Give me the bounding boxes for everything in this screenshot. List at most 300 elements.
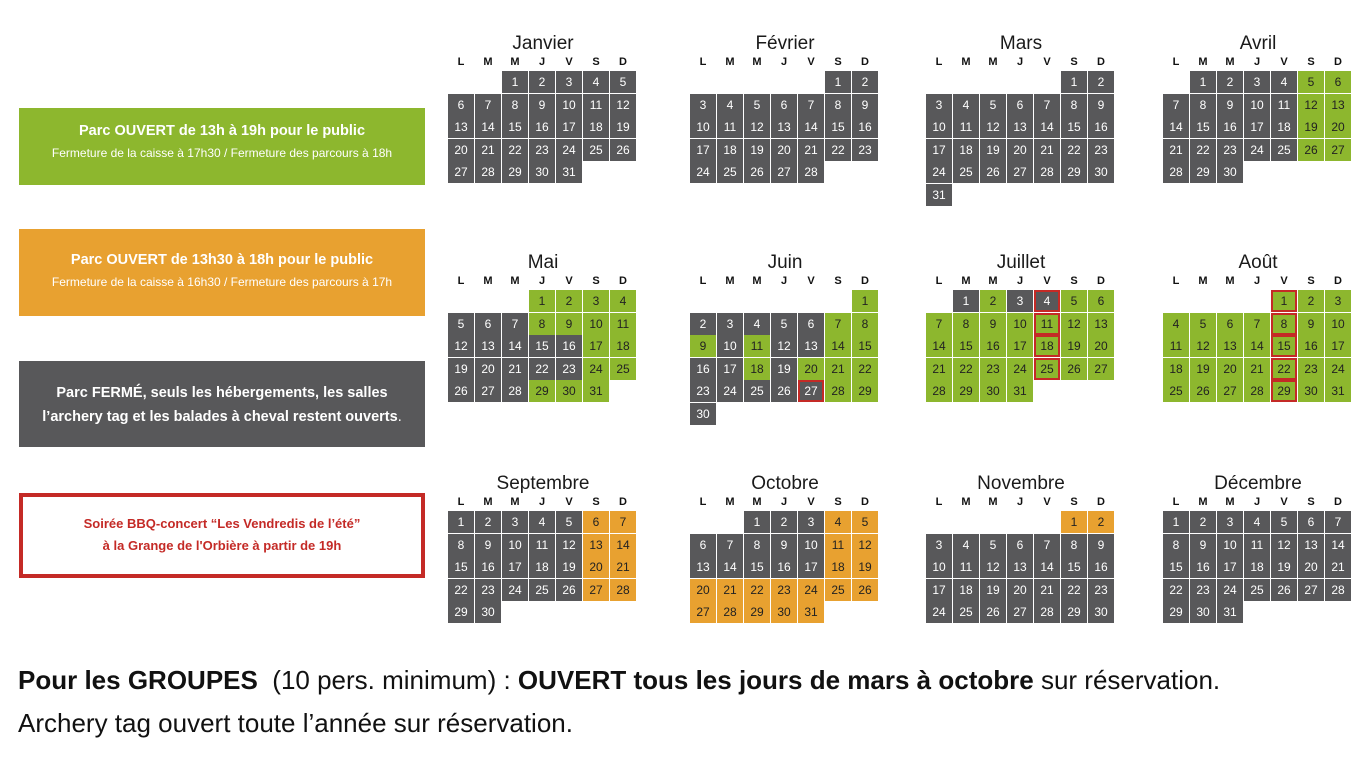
day-cell: 25 bbox=[1244, 579, 1270, 601]
day-cell: 13 bbox=[1325, 94, 1351, 116]
day-cell: 25 bbox=[953, 601, 979, 623]
day-cell: 10 bbox=[690, 116, 716, 138]
day-cell: 8 bbox=[448, 534, 474, 556]
day-cell: 27 bbox=[448, 161, 474, 183]
day-cell: 19 bbox=[771, 358, 797, 380]
weekday-label: J bbox=[780, 496, 788, 508]
day-cell: 31 bbox=[1325, 380, 1351, 402]
day-cell: 20 bbox=[1007, 579, 1033, 601]
day-cell: 10 bbox=[502, 534, 528, 556]
day-cell: 4 bbox=[717, 94, 743, 116]
day-cell: 8 bbox=[744, 534, 770, 556]
day-cell: 27 bbox=[1217, 380, 1243, 402]
weekday-label: L bbox=[457, 56, 465, 68]
weekday-label: V bbox=[565, 275, 573, 287]
day-cell: 16 bbox=[529, 116, 555, 138]
day-cell: 2 bbox=[1088, 71, 1114, 93]
day-cell: 15 bbox=[825, 116, 851, 138]
weekday-label: S bbox=[1070, 56, 1078, 68]
day-cell: 4 bbox=[1163, 313, 1189, 335]
day-cell: 2 bbox=[1088, 511, 1114, 533]
day-cell: 6 bbox=[771, 94, 797, 116]
day-cell: 19 bbox=[610, 116, 636, 138]
day-cell: 14 bbox=[610, 534, 636, 556]
day-cell: 21 bbox=[1325, 556, 1351, 578]
day-cell: 17 bbox=[926, 139, 952, 161]
day-cell: 3 bbox=[556, 71, 582, 93]
weekday-label: L bbox=[1172, 496, 1180, 508]
day-cell: 15 bbox=[1190, 116, 1216, 138]
day-cell: 14 bbox=[1163, 116, 1189, 138]
day-cell: 15 bbox=[1271, 335, 1297, 357]
day-cell: 11 bbox=[825, 534, 851, 556]
day-cell: 30 bbox=[1190, 601, 1216, 623]
day-cell: 3 bbox=[583, 290, 609, 312]
weekday-label: M bbox=[752, 275, 762, 287]
day-cell: 28 bbox=[1244, 380, 1270, 402]
day-cell: 14 bbox=[1034, 556, 1060, 578]
day-cell: 18 bbox=[1163, 358, 1189, 380]
day-cell: 15 bbox=[1061, 556, 1087, 578]
day-cell: 7 bbox=[717, 534, 743, 556]
day-cell: 26 bbox=[610, 139, 636, 161]
day-cell: 12 bbox=[980, 556, 1006, 578]
day-cell: 17 bbox=[926, 579, 952, 601]
day-cell: 8 bbox=[1061, 94, 1087, 116]
day-cell: 14 bbox=[502, 335, 528, 357]
day-cell: 29 bbox=[744, 601, 770, 623]
day-cell: 21 bbox=[610, 556, 636, 578]
day-cell: 20 bbox=[1088, 335, 1114, 357]
day-cell: 19 bbox=[556, 556, 582, 578]
day-cell: 10 bbox=[717, 335, 743, 357]
day-cell: 20 bbox=[1325, 116, 1351, 138]
day-cell: 29 bbox=[1061, 161, 1087, 183]
day-cell: 11 bbox=[529, 534, 555, 556]
day-cell: 17 bbox=[1244, 116, 1270, 138]
weekday-label: S bbox=[1307, 275, 1315, 287]
weekday-label: V bbox=[807, 56, 815, 68]
day-cell: 1 bbox=[825, 71, 851, 93]
day-cell: 31 bbox=[798, 601, 824, 623]
day-cell: 5 bbox=[1061, 290, 1087, 312]
day-cell: 1 bbox=[502, 71, 528, 93]
day-cell: 8 bbox=[529, 313, 555, 335]
day-cell: 7 bbox=[825, 313, 851, 335]
legend-event-line2: à la Grange de l'Orbière à partir de 19h bbox=[102, 538, 342, 553]
day-cell: 31 bbox=[1217, 601, 1243, 623]
day-cell: 2 bbox=[1298, 290, 1324, 312]
weekday-label: J bbox=[780, 275, 788, 287]
day-cell: 27 bbox=[690, 601, 716, 623]
day-cell: 4 bbox=[953, 94, 979, 116]
weekday-label: J bbox=[1016, 496, 1024, 508]
footer-groups-line bbox=[18, 665, 1220, 696]
day-cell: 23 bbox=[771, 579, 797, 601]
legend-open-subtitle: Fermeture de la caisse à 17h30 / Fermeture des parcours à 18h bbox=[51, 146, 393, 160]
day-cell: 23 bbox=[529, 139, 555, 161]
weekday-label: M bbox=[1198, 496, 1208, 508]
month-title: Janvier bbox=[512, 33, 574, 54]
day-cell: 28 bbox=[717, 601, 743, 623]
weekday-label: D bbox=[1097, 496, 1105, 508]
day-cell: 7 bbox=[926, 313, 952, 335]
day-cell: 19 bbox=[1061, 335, 1087, 357]
weekday-label: S bbox=[1070, 275, 1078, 287]
day-cell: 23 bbox=[1298, 358, 1324, 380]
weekday-label: S bbox=[1307, 496, 1315, 508]
weekday-label: D bbox=[1334, 56, 1342, 68]
day-cell: 17 bbox=[583, 335, 609, 357]
day-cell: 21 bbox=[1163, 139, 1189, 161]
day-cell: 5 bbox=[771, 313, 797, 335]
day-cell: 4 bbox=[744, 313, 770, 335]
day-cell: 24 bbox=[1007, 358, 1033, 380]
day-cell: 20 bbox=[1217, 358, 1243, 380]
weekday-label: J bbox=[538, 275, 546, 287]
weekday-label: D bbox=[1334, 275, 1342, 287]
legend-open-title: Parc OUVERT de 13h à 19h pour le public bbox=[78, 123, 366, 139]
day-cell: 11 bbox=[744, 335, 770, 357]
day-cell: 29 bbox=[1271, 380, 1297, 402]
weekday-label: J bbox=[538, 56, 546, 68]
day-cell: 19 bbox=[852, 556, 878, 578]
weekday-label: M bbox=[752, 56, 762, 68]
day-cell: 20 bbox=[1298, 556, 1324, 578]
day-cell: 17 bbox=[690, 139, 716, 161]
day-cell: 29 bbox=[1061, 601, 1087, 623]
day-cell: 10 bbox=[1007, 313, 1033, 335]
day-cell: 17 bbox=[1325, 335, 1351, 357]
day-cell: 30 bbox=[1088, 601, 1114, 623]
day-cell: 26 bbox=[1298, 139, 1324, 161]
day-cell: 10 bbox=[798, 534, 824, 556]
day-cell: 27 bbox=[771, 161, 797, 183]
day-cell: 15 bbox=[744, 556, 770, 578]
day-cell: 3 bbox=[690, 94, 716, 116]
weekday-label: L bbox=[457, 496, 465, 508]
day-cell: 18 bbox=[825, 556, 851, 578]
day-cell: 10 bbox=[556, 94, 582, 116]
legend-closed-line2-suffix: . bbox=[397, 409, 402, 425]
weekday-label: L bbox=[699, 496, 707, 508]
month-title: Novembre bbox=[977, 473, 1065, 494]
day-cell: 18 bbox=[583, 116, 609, 138]
day-cell: 6 bbox=[1217, 313, 1243, 335]
weekday-label: S bbox=[592, 496, 600, 508]
weekday-label: D bbox=[619, 56, 627, 68]
day-cell: 11 bbox=[610, 313, 636, 335]
day-cell: 8 bbox=[1061, 534, 1087, 556]
weekday-label: S bbox=[1070, 496, 1078, 508]
day-cell: 31 bbox=[1007, 380, 1033, 402]
legend-closed-line2: l’archery tag et les balades à cheval restent ouverts bbox=[42, 409, 398, 425]
legend-closed-line1: Parc FERMÉ, seuls les hébergements, les salles bbox=[56, 385, 388, 401]
day-cell: 29 bbox=[1163, 601, 1189, 623]
month-title: Octobre bbox=[751, 473, 819, 494]
day-cell: 13 bbox=[798, 335, 824, 357]
day-cell: 31 bbox=[583, 380, 609, 402]
day-cell: 9 bbox=[1298, 313, 1324, 335]
day-cell: 17 bbox=[1007, 335, 1033, 357]
weekday-label: D bbox=[861, 496, 869, 508]
day-cell: 12 bbox=[1271, 534, 1297, 556]
day-cell: 23 bbox=[1217, 139, 1243, 161]
weekday-label: V bbox=[807, 496, 815, 508]
day-cell: 9 bbox=[529, 94, 555, 116]
day-cell: 6 bbox=[1007, 534, 1033, 556]
day-cell: 12 bbox=[556, 534, 582, 556]
day-cell: 6 bbox=[1325, 71, 1351, 93]
day-cell: 1 bbox=[529, 290, 555, 312]
legend-open-short-subtitle: Fermeture de la caisse à 16h30 / Fermeture des parcours à 17h bbox=[51, 275, 393, 289]
month-title: Août bbox=[1238, 252, 1278, 273]
day-cell: 22 bbox=[953, 358, 979, 380]
weekday-label: M bbox=[725, 496, 735, 508]
weekday-label: M bbox=[961, 275, 971, 287]
day-cell: 29 bbox=[1190, 161, 1216, 183]
day-cell: 4 bbox=[1244, 511, 1270, 533]
day-cell: 30 bbox=[771, 601, 797, 623]
weekday-label: M bbox=[752, 496, 762, 508]
day-cell: 7 bbox=[1034, 534, 1060, 556]
day-cell: 4 bbox=[1271, 71, 1297, 93]
day-cell: 16 bbox=[690, 358, 716, 380]
day-cell: 30 bbox=[556, 380, 582, 402]
footer-groups-bold: Pour les GROUPES bbox=[18, 665, 258, 695]
day-cell: 22 bbox=[1190, 139, 1216, 161]
day-cell: 8 bbox=[852, 313, 878, 335]
weekday-label: M bbox=[483, 56, 493, 68]
day-cell: 8 bbox=[1271, 313, 1297, 335]
day-cell: 11 bbox=[1163, 335, 1189, 357]
day-cell: 1 bbox=[953, 290, 979, 312]
day-cell: 21 bbox=[825, 358, 851, 380]
day-cell: 1 bbox=[1271, 290, 1297, 312]
day-cell: 1 bbox=[744, 511, 770, 533]
month-title: Septembre bbox=[496, 473, 590, 494]
day-cell: 4 bbox=[825, 511, 851, 533]
day-cell: 11 bbox=[583, 94, 609, 116]
day-cell: 21 bbox=[1034, 139, 1060, 161]
day-cell: 14 bbox=[1244, 335, 1270, 357]
day-cell: 8 bbox=[1190, 94, 1216, 116]
day-cell: 16 bbox=[1088, 556, 1114, 578]
legend-open-13h30-18h bbox=[19, 229, 425, 316]
legend-closed-line2-wrap bbox=[19, 405, 425, 429]
day-cell: 22 bbox=[1061, 139, 1087, 161]
day-cell: 10 bbox=[1217, 534, 1243, 556]
day-cell: 14 bbox=[798, 116, 824, 138]
day-cell: 20 bbox=[583, 556, 609, 578]
day-cell: 18 bbox=[717, 139, 743, 161]
day-cell: 28 bbox=[1034, 161, 1060, 183]
day-cell: 24 bbox=[798, 579, 824, 601]
day-cell: 12 bbox=[610, 94, 636, 116]
day-cell: 19 bbox=[980, 139, 1006, 161]
day-cell: 30 bbox=[1298, 380, 1324, 402]
day-cell: 28 bbox=[475, 161, 501, 183]
weekday-label: D bbox=[1334, 496, 1342, 508]
day-cell: 7 bbox=[798, 94, 824, 116]
day-cell: 26 bbox=[1061, 358, 1087, 380]
day-cell: 22 bbox=[825, 139, 851, 161]
day-cell: 7 bbox=[1163, 94, 1189, 116]
day-cell: 13 bbox=[1007, 116, 1033, 138]
day-cell: 21 bbox=[1034, 579, 1060, 601]
month-title: Avril bbox=[1239, 33, 1277, 54]
day-cell: 19 bbox=[1298, 116, 1324, 138]
day-cell: 5 bbox=[1190, 313, 1216, 335]
day-cell: 25 bbox=[825, 579, 851, 601]
day-cell: 24 bbox=[1217, 579, 1243, 601]
weekday-label: D bbox=[1097, 275, 1105, 287]
day-cell: 7 bbox=[1034, 94, 1060, 116]
day-cell: 21 bbox=[798, 139, 824, 161]
day-cell: 27 bbox=[1088, 358, 1114, 380]
month-title: Juin bbox=[767, 252, 803, 273]
weekday-label: S bbox=[834, 275, 842, 287]
day-cell: 18 bbox=[953, 139, 979, 161]
weekday-label: M bbox=[510, 496, 520, 508]
day-cell: 9 bbox=[852, 94, 878, 116]
day-cell: 6 bbox=[1088, 290, 1114, 312]
day-cell: 11 bbox=[1244, 534, 1270, 556]
day-cell: 22 bbox=[448, 579, 474, 601]
day-cell: 23 bbox=[1088, 139, 1114, 161]
day-cell: 14 bbox=[1325, 534, 1351, 556]
day-cell: 9 bbox=[556, 313, 582, 335]
legend-open-short-title: Parc OUVERT de 13h30 à 18h pour le public bbox=[70, 252, 374, 268]
day-cell: 15 bbox=[448, 556, 474, 578]
day-cell: 28 bbox=[1034, 601, 1060, 623]
day-cell: 24 bbox=[1244, 139, 1270, 161]
month-title: Décembre bbox=[1214, 473, 1302, 494]
day-cell: 13 bbox=[1088, 313, 1114, 335]
day-cell: 3 bbox=[502, 511, 528, 533]
day-cell: 13 bbox=[690, 556, 716, 578]
day-cell: 14 bbox=[1034, 116, 1060, 138]
day-cell: 16 bbox=[1298, 335, 1324, 357]
weekday-label: V bbox=[1043, 496, 1051, 508]
day-cell: 13 bbox=[1298, 534, 1324, 556]
day-cell: 23 bbox=[475, 579, 501, 601]
day-cell: 11 bbox=[953, 116, 979, 138]
day-cell: 3 bbox=[1325, 290, 1351, 312]
day-cell: 26 bbox=[1271, 579, 1297, 601]
weekday-label: M bbox=[961, 56, 971, 68]
weekday-label: M bbox=[1198, 56, 1208, 68]
day-cell: 16 bbox=[852, 116, 878, 138]
day-cell: 10 bbox=[1244, 94, 1270, 116]
weekday-label: V bbox=[807, 275, 815, 287]
day-cell: 8 bbox=[953, 313, 979, 335]
day-cell: 9 bbox=[1190, 534, 1216, 556]
day-cell: 4 bbox=[529, 511, 555, 533]
weekday-label: M bbox=[1225, 496, 1235, 508]
day-cell: 26 bbox=[556, 579, 582, 601]
day-cell: 2 bbox=[1217, 71, 1243, 93]
day-cell: 23 bbox=[1190, 579, 1216, 601]
day-cell: 20 bbox=[690, 579, 716, 601]
day-cell: 25 bbox=[1163, 380, 1189, 402]
weekday-label: M bbox=[1198, 275, 1208, 287]
footer-open-bold: OUVERT tous les jours de mars à octobre bbox=[517, 665, 1034, 695]
day-cell: 23 bbox=[1088, 579, 1114, 601]
day-cell: 17 bbox=[1217, 556, 1243, 578]
day-cell: 29 bbox=[953, 380, 979, 402]
day-cell: 5 bbox=[1271, 511, 1297, 533]
weekday-label: V bbox=[1280, 56, 1288, 68]
weekday-label: S bbox=[834, 496, 842, 508]
day-cell: 27 bbox=[1325, 139, 1351, 161]
day-cell: 16 bbox=[980, 335, 1006, 357]
day-cell: 16 bbox=[556, 335, 582, 357]
day-cell: 16 bbox=[475, 556, 501, 578]
day-cell: 19 bbox=[744, 139, 770, 161]
legend-event bbox=[19, 493, 425, 578]
weekday-label: S bbox=[834, 56, 842, 68]
day-cell: 5 bbox=[980, 534, 1006, 556]
day-cell: 20 bbox=[475, 358, 501, 380]
day-cell: 11 bbox=[953, 556, 979, 578]
day-cell: 18 bbox=[610, 335, 636, 357]
day-cell: 7 bbox=[1325, 511, 1351, 533]
day-cell: 30 bbox=[1217, 161, 1243, 183]
weekday-label: M bbox=[961, 496, 971, 508]
day-cell: 25 bbox=[610, 358, 636, 380]
weekday-label: D bbox=[861, 275, 869, 287]
day-cell: 14 bbox=[475, 116, 501, 138]
weekday-label: M bbox=[1225, 275, 1235, 287]
day-cell: 4 bbox=[583, 71, 609, 93]
day-cell: 30 bbox=[1088, 161, 1114, 183]
day-cell: 14 bbox=[926, 335, 952, 357]
day-cell: 15 bbox=[1163, 556, 1189, 578]
day-cell: 13 bbox=[1217, 335, 1243, 357]
day-cell: 9 bbox=[1088, 94, 1114, 116]
day-cell: 16 bbox=[1217, 116, 1243, 138]
weekday-label: L bbox=[457, 275, 465, 287]
day-cell: 5 bbox=[1298, 71, 1324, 93]
day-cell: 3 bbox=[1217, 511, 1243, 533]
day-cell: 16 bbox=[1190, 556, 1216, 578]
day-cell: 27 bbox=[1298, 579, 1324, 601]
day-cell: 26 bbox=[744, 161, 770, 183]
weekday-label: M bbox=[988, 496, 998, 508]
day-cell: 12 bbox=[1298, 94, 1324, 116]
day-cell: 22 bbox=[529, 358, 555, 380]
day-cell: 3 bbox=[926, 534, 952, 556]
day-cell: 7 bbox=[475, 94, 501, 116]
weekday-label: S bbox=[592, 275, 600, 287]
weekday-label: V bbox=[1043, 56, 1051, 68]
day-cell: 22 bbox=[1271, 358, 1297, 380]
day-cell: 27 bbox=[798, 380, 824, 402]
weekday-label: J bbox=[1016, 275, 1024, 287]
month-title: Février bbox=[755, 33, 815, 54]
weekday-label: J bbox=[780, 56, 788, 68]
day-cell: 5 bbox=[556, 511, 582, 533]
day-cell: 3 bbox=[1007, 290, 1033, 312]
day-cell: 6 bbox=[583, 511, 609, 533]
day-cell: 22 bbox=[1061, 579, 1087, 601]
day-cell: 12 bbox=[744, 116, 770, 138]
month-title: Mars bbox=[999, 33, 1043, 54]
day-cell: 19 bbox=[1271, 556, 1297, 578]
day-cell: 17 bbox=[556, 116, 582, 138]
day-cell: 28 bbox=[1325, 579, 1351, 601]
